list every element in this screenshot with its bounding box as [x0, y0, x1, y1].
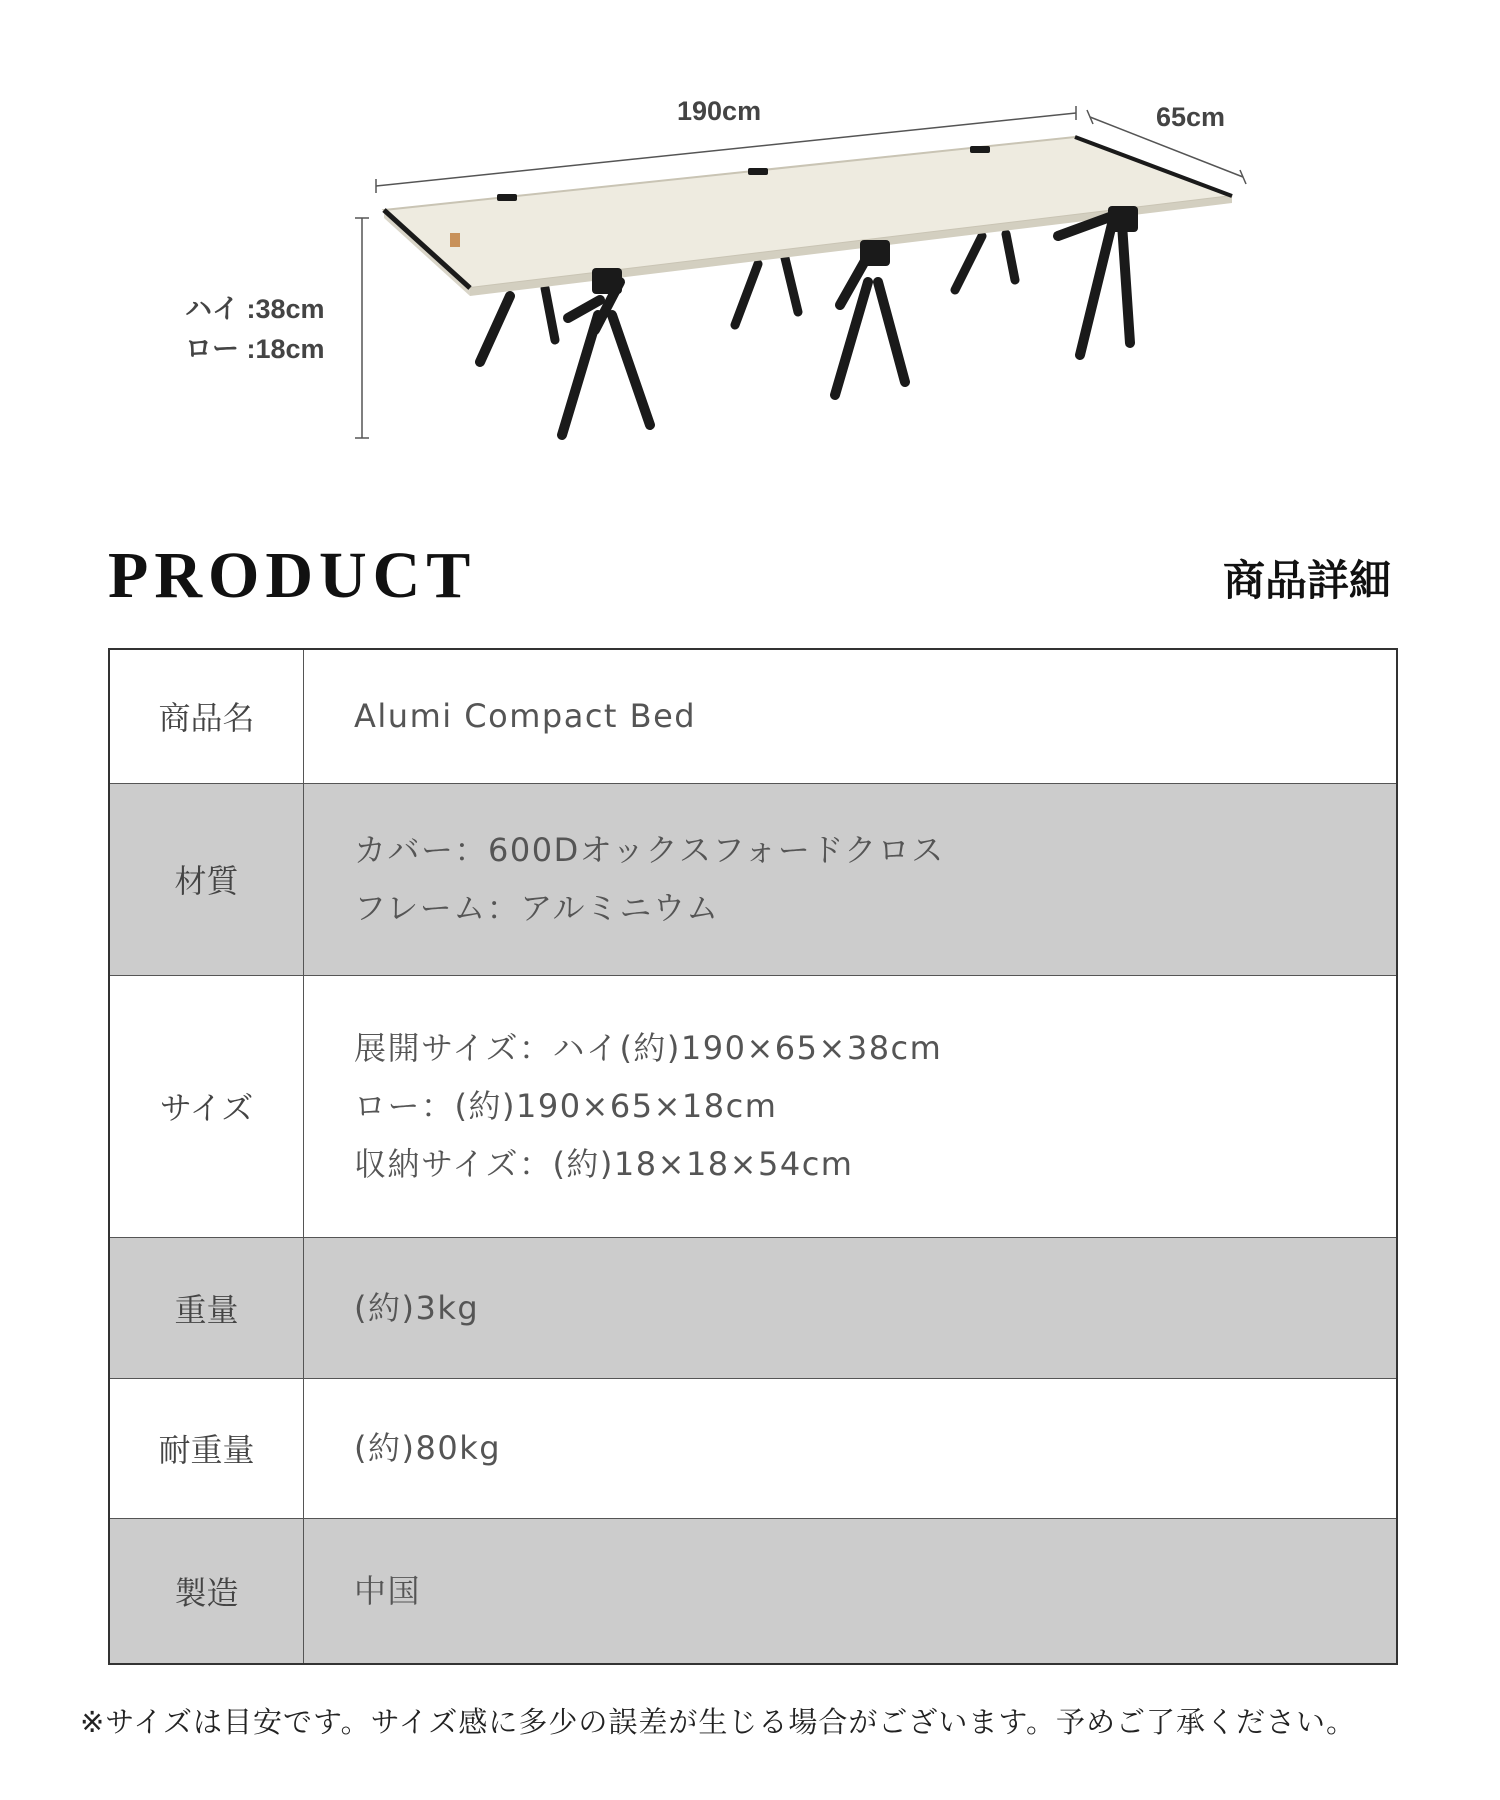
section-subtitle: 商品詳細 [1222, 556, 1391, 605]
spec-value-line: 展開サイズ：ハイ(約)190×65×38cm [354, 1029, 943, 1067]
spec-value-line: カバー：600Dオックスフォードクロス [354, 831, 945, 869]
spec-label: 耐重量 [109, 1378, 304, 1518]
cot-illustration [0, 0, 1500, 480]
spec-value-line: フレーム：アルミニウム [354, 889, 720, 927]
spec-row-size [109, 975, 1397, 1237]
spec-value-line: 収納サイズ：(約)18×18×54cm [354, 1145, 854, 1183]
width-label: 65cm [1156, 102, 1226, 132]
spec-label: 製造 [109, 1518, 304, 1664]
spec-value [304, 783, 1398, 975]
spec-value [304, 649, 1398, 783]
product-spec-table [108, 648, 1398, 1665]
product-dimension-figure [0, 0, 1500, 480]
spec-value-line: (約)80kg [354, 1429, 502, 1467]
spec-row-load-capacity [109, 1378, 1397, 1518]
spec-value-line: 中国 [354, 1571, 422, 1610]
height-low-label: ロー :18cm [185, 334, 325, 364]
spec-row-weight [109, 1237, 1397, 1378]
spec-value [304, 975, 1398, 1237]
spec-value-line: Alumi Compact Bed [354, 697, 697, 736]
spec-value [304, 1237, 1398, 1378]
spec-row-material [109, 783, 1397, 975]
size-disclaimer: ※サイズは目安です。サイズ感に多少の誤差が生じる場合がございます。予めご了承ください。 [80, 1705, 1357, 1739]
spec-value [304, 1378, 1398, 1518]
height-labels [185, 289, 325, 369]
brand-tag [450, 233, 460, 247]
spec-value-line: ロー：(約)190×65×18cm [354, 1087, 778, 1125]
spec-label: 重量 [109, 1237, 304, 1378]
height-high-label: ハイ :38cm [185, 294, 325, 324]
spec-label: サイズ [109, 975, 304, 1237]
spec-label: 材質 [109, 783, 304, 975]
spec-row-origin [109, 1518, 1397, 1664]
spec-row-product-name [109, 649, 1397, 783]
spec-value-line: (約)3kg [354, 1288, 480, 1327]
length-label: 190cm [677, 96, 762, 126]
spec-label: 商品名 [109, 649, 304, 783]
section-title: PRODUCT [108, 539, 477, 612]
spec-value [304, 1518, 1398, 1664]
